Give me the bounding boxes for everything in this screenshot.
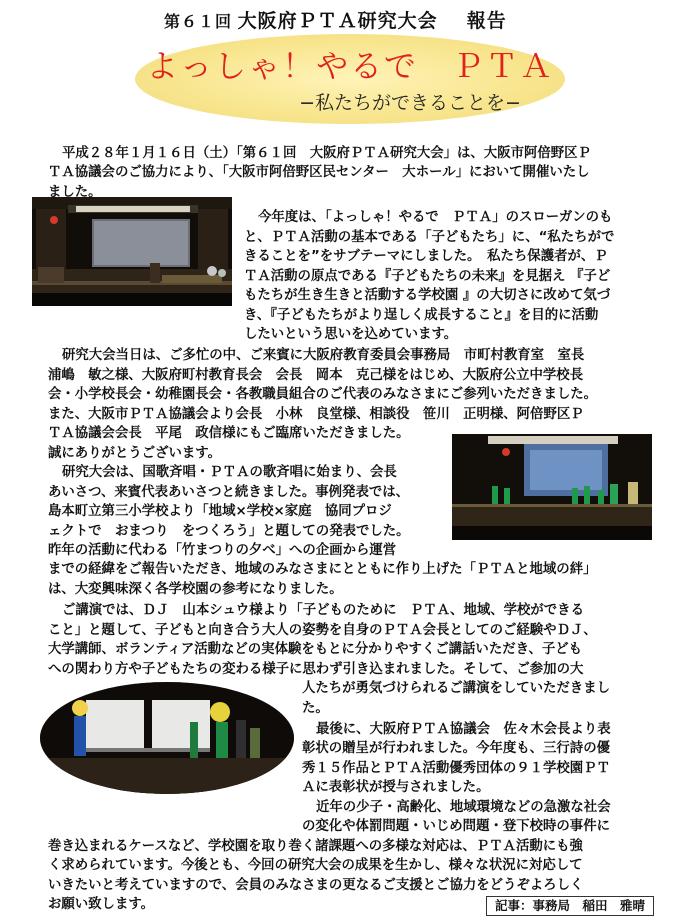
text-line: 最後に、大阪府ＰＴＡ協議会 佐々木会長より表 xyxy=(316,722,611,737)
text-line: こと」と題して、子どもと向き合う大人の姿勢を自身のＰＴＡ会長としてのご経験やＤＪ、 xyxy=(48,623,597,638)
text-line: 秀１５作品とＰＴＡ活動優秀団体の９１学校園ＰＴ xyxy=(302,761,610,776)
text-line: いきたいと考えていますので、会員のみなさまの更なるご支援とご協力をどうぞよろしく xyxy=(48,878,584,893)
text-line: ＴＡ協議会のご協力により、「大阪市阿倍野区民センター 大ホール」において開催いたし xyxy=(48,165,590,180)
text-line: 昨年の活動に代わる「竹まつりの夕べ」への企画から運営 xyxy=(48,543,397,558)
event-number: 第６１回 xyxy=(164,12,233,31)
text-line: 人たちが勇気づけられるご講演をしていただきまし xyxy=(302,681,610,696)
text-line: また、大阪市ＰＴＡ協議会より会長 小林 良堂様、相談役 笹川 正明様、阿倍野区Ｐ xyxy=(48,407,584,422)
text-line: 近年の少子・高齢化、地域環境などの急激な社会 xyxy=(316,800,611,815)
text-line: お願い致します。 xyxy=(48,897,155,912)
text-line: 大学講師、ボランティア活動などの実体験をもとに分かりやすくご講話いただき、子ども xyxy=(48,642,583,657)
text-line: ました。 xyxy=(48,185,102,200)
text-line: 浦嶋 敏之様、大阪府町村教育長会 会長 岡本 克己様をはじめ、大阪府公立中学校長 xyxy=(48,368,584,383)
text-line: ＴＡ協議会会長 平尾 政信様にもご臨席いただきました。 xyxy=(48,426,410,441)
text-line: 彰状の贈呈が行われました。今年度も、三行詩の優 xyxy=(302,741,610,756)
text-line: く求められています。今後とも、今回の研究大会の成果を生かし、様々な状況に対応して xyxy=(48,858,583,873)
article-credit: 記事：事務局 稲田 雅晴 xyxy=(486,896,654,916)
text-line: ェクトで おまつり をつくろう」と題しての発表でした。 xyxy=(48,524,410,539)
text-line: したいという思いを込めています。 xyxy=(244,327,458,342)
text-line: への関わり方や子どもたちの変わる様子に思わず引き込まれました。そして、ご参加の大 xyxy=(48,662,584,677)
photo-lecture-stage xyxy=(40,682,294,794)
photo-stage-podium xyxy=(32,197,232,306)
photo-case-presentation xyxy=(452,434,652,540)
text-line: と、ＰＴＡ活動の基本である「子どもたち」に、“私たちがで xyxy=(244,230,615,245)
text-line: き、『子どもたちがより逞しく成長すること』を目的に活動 xyxy=(244,308,599,323)
text-line: は、大変興味深く各学校園の参考になりました。 xyxy=(48,582,343,597)
text-line: 平成２８年１月１６日（土）「第６１回 大阪府ＰＴＡ研究大会」は、大阪市阿倍野区Ｐ xyxy=(62,146,591,161)
text-line: もたちが生き生きと活動する学校園 』の大切さに改めて気づ xyxy=(244,288,611,303)
event-title: 大阪府ＰＴＡ研究大会 xyxy=(237,10,438,32)
text-line: Ａに表彰状が授与されました。 xyxy=(302,780,490,795)
text-line: 誠にありがとうございます。 xyxy=(48,446,222,461)
text-line: た。 xyxy=(302,701,329,716)
text-line: あいさつ、来賓代表あいさつと続きました。事例発表では、 xyxy=(48,485,410,500)
text-line: きることを”をサブテーマにしました。 私たち保護者が、Ｐ xyxy=(244,249,608,264)
text-line: ＴＡ活動の原点である『子どもたちの未来』を見据え 『子ど xyxy=(244,269,611,284)
text-line: ご講演では、ＤＪ 山本シュウ様より「子どものために ＰＴＡ、地域、学校ができる xyxy=(62,603,584,618)
report-label: 報告 xyxy=(466,10,507,32)
text-line: 今年度は、「よっしゃ！やるで ＰＴＡ」のスローガンのも xyxy=(258,210,613,225)
text-line: の変化や体罰問題・いじめ問題・登下校時の事件に xyxy=(302,819,610,834)
text-line: 会・小学校長会・幼稚園長会・各教職員組合のご代表のみなさまにご参列いただきました。 xyxy=(48,387,598,402)
text-line: 研究大会当日は、ご多忙の中、ご来賓に大阪府教育委員会事務局 市町村教育室 室長 xyxy=(62,348,585,363)
report-header xyxy=(164,6,544,32)
text-line: 島本町立第三小学校より「地域×学校×家庭 協同プロジ xyxy=(48,504,392,519)
text-line: 巻き込まれるケースなど、学校園を取り巻く諸課題への多様な対応は、ＰＴＡ活動にも強 xyxy=(48,839,583,854)
slogan-subtitle: −私たちができることを− xyxy=(299,92,521,114)
text-line: 研究大会は、国歌斉唱・ＰＴＡの歌斉唱に始まり、会長 xyxy=(62,465,397,480)
slogan-title: よっしゃ！やるで ＰＴＡ xyxy=(146,47,554,85)
text-line: までの経緯をご報告いただき、地域のみなさまにとともに作り上げた「ＰＴＡと地域の絆」 xyxy=(48,562,597,577)
